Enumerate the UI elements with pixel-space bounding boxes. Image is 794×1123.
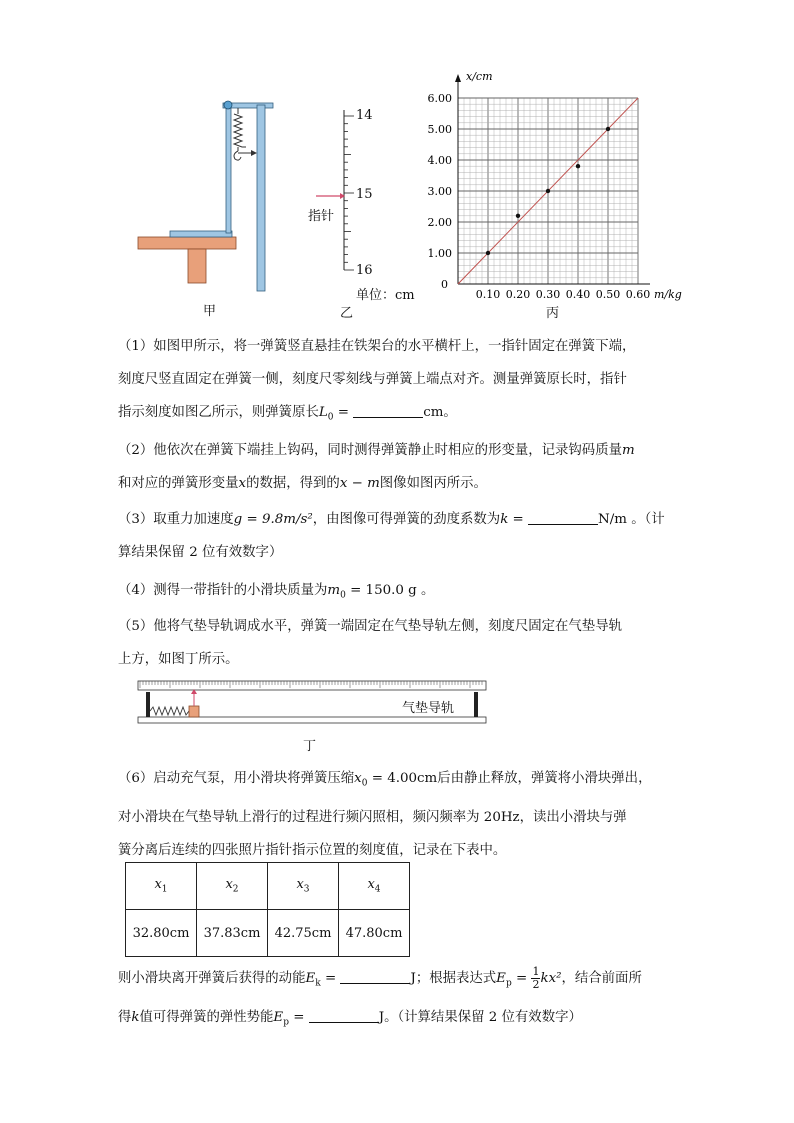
figure-c-caption: 丙 — [546, 306, 560, 321]
y-tick-label: 6.00 — [427, 92, 452, 105]
data-point — [546, 189, 550, 193]
air-track-label: 气垫导轨 — [402, 701, 455, 716]
x-tick-label: 0.20 — [505, 288, 531, 301]
figure-b-caption: 乙 — [340, 306, 354, 321]
table-header-cell: $x_1$ — [126, 863, 197, 910]
y-axis-label: x/cm — [466, 70, 493, 83]
measurement-table — [125, 862, 410, 957]
x-axis-label: m/kg — [654, 288, 682, 301]
data-point — [576, 164, 580, 168]
data-point — [516, 214, 520, 218]
q2-line-2: 和对应的弹簧形变量x的数据，得到的x − m图像如图丙所示。 — [118, 476, 487, 491]
blank-k[interactable] — [528, 510, 598, 525]
q1-line-1: （1）如图甲所示，将一弹簧竖直悬挂在铁架台的水平横杆上，一指针固定在弹簧下端， — [118, 339, 636, 354]
fraction-one-half: $\frac{1}{2}$ — [532, 965, 540, 991]
x-tick-label: 0.10 — [475, 288, 501, 301]
q2-line-1: （2）他依次在弹簧下端挂上钩码，同时测得弹簧静止时相应的形变量，记录钩码质量m — [118, 443, 635, 458]
x-tick-label: 0.30 — [535, 288, 561, 301]
x-tick-label: 0.60 — [625, 288, 651, 301]
blank-ek[interactable] — [340, 969, 410, 984]
x-tick-label: 0.40 — [565, 288, 591, 301]
y-tick-label: 2.00 — [427, 216, 452, 229]
ruler-tick-label-16: 16 — [356, 263, 373, 278]
origin-label: 0 — [441, 278, 448, 291]
table-header-cell: $x_4$ — [339, 863, 410, 910]
data-point — [606, 127, 610, 131]
q1-line-2: 刻度尺竖直固定在弹簧一侧，刻度尺零刻线与弹簧上端点对齐。测量弹簧原长时，指针 — [118, 372, 627, 387]
question-3 — [118, 503, 678, 569]
table-header-row — [126, 863, 410, 910]
q5-line-1: （5）他将气垫导轨调成水平，弹簧一端固定在气垫导轨左侧，刻度尺固定在气垫导轨 — [118, 619, 622, 634]
figure-b-ruler — [306, 106, 356, 276]
question-4: （4）测得一带指针的小滑块质量为$m_0 = 150.0$ g 。 — [118, 583, 435, 601]
ruler-unit-label: 单位：cm — [356, 288, 415, 303]
question-final — [118, 962, 678, 1039]
q6-line-2: 对小滑块在气垫导轨上滑行的过程进行频闪照相，频闪频率为 20Hz，读出小滑块与弹 — [118, 809, 627, 825]
q5-line-2: 上方，如图丁所示。 — [118, 652, 239, 667]
final-line-2: 得k值可得弹簧的弹性势能$E_p = J$。（计算结果保留 2 位有效数字） — [118, 1009, 582, 1028]
figure-a-apparatus — [130, 95, 280, 295]
blank-l0[interactable] — [353, 403, 423, 418]
ruler-tick-label-15: 15 — [356, 187, 373, 202]
x-tick-label: 0.50 — [595, 288, 621, 301]
table-header-cell: $x_3$ — [268, 863, 339, 910]
blank-ep[interactable] — [309, 1008, 379, 1023]
question-5 — [118, 610, 678, 676]
data-point — [486, 251, 490, 255]
final-line-1: 则小滑块离开弹簧后获得的动能$E_k = J$；根据表达式$E_p$ = $\frac{1}{2}$ kx²，结合前面所 — [118, 965, 642, 991]
figure-c-chart — [420, 64, 700, 304]
q3-line-1: （3）取重力加速度g = 9.8m/s²，由图像可得弹簧的劲度系数为k = N/m 。（计 — [118, 512, 665, 527]
y-tick-label: 1.00 — [427, 247, 452, 260]
q6-line-1: （6）启动充气泵，用小滑块将弹簧压缩$x_0 = 4.00cm$后由静止释放，弹簧将小滑块弹出， — [118, 771, 652, 789]
question-2 — [118, 434, 678, 500]
table-cell: 42.75cm — [268, 910, 339, 957]
table-row — [126, 910, 410, 957]
y-tick-label: 5.00 — [427, 123, 452, 136]
table-header-cell: $x_2$ — [197, 863, 268, 910]
figure-a-caption: 甲 — [203, 304, 217, 319]
q1-line-3: 指示刻度如图乙所示，则弹簧原长$L_0$ = cm。 — [118, 405, 457, 423]
table-cell: 32.80cm — [126, 910, 197, 957]
ruler-tick-label-14: 14 — [356, 108, 373, 123]
pointer-label: 指针 — [308, 209, 335, 224]
y-tick-label: 4.00 — [427, 154, 452, 167]
q6-line-3: 簧分离后连续的四张照片指针指示位置的刻度值，记录在下表中。 — [118, 842, 507, 858]
table-cell: 37.83cm — [197, 910, 268, 957]
question-6 — [118, 762, 678, 867]
table-cell: 47.80cm — [339, 910, 410, 957]
q3-line-2: 算结果保留 2 位有效数字） — [118, 545, 283, 560]
figure-d-caption: 丁 — [303, 739, 317, 754]
y-tick-label: 3.00 — [427, 185, 452, 198]
question-1 — [118, 330, 678, 435]
